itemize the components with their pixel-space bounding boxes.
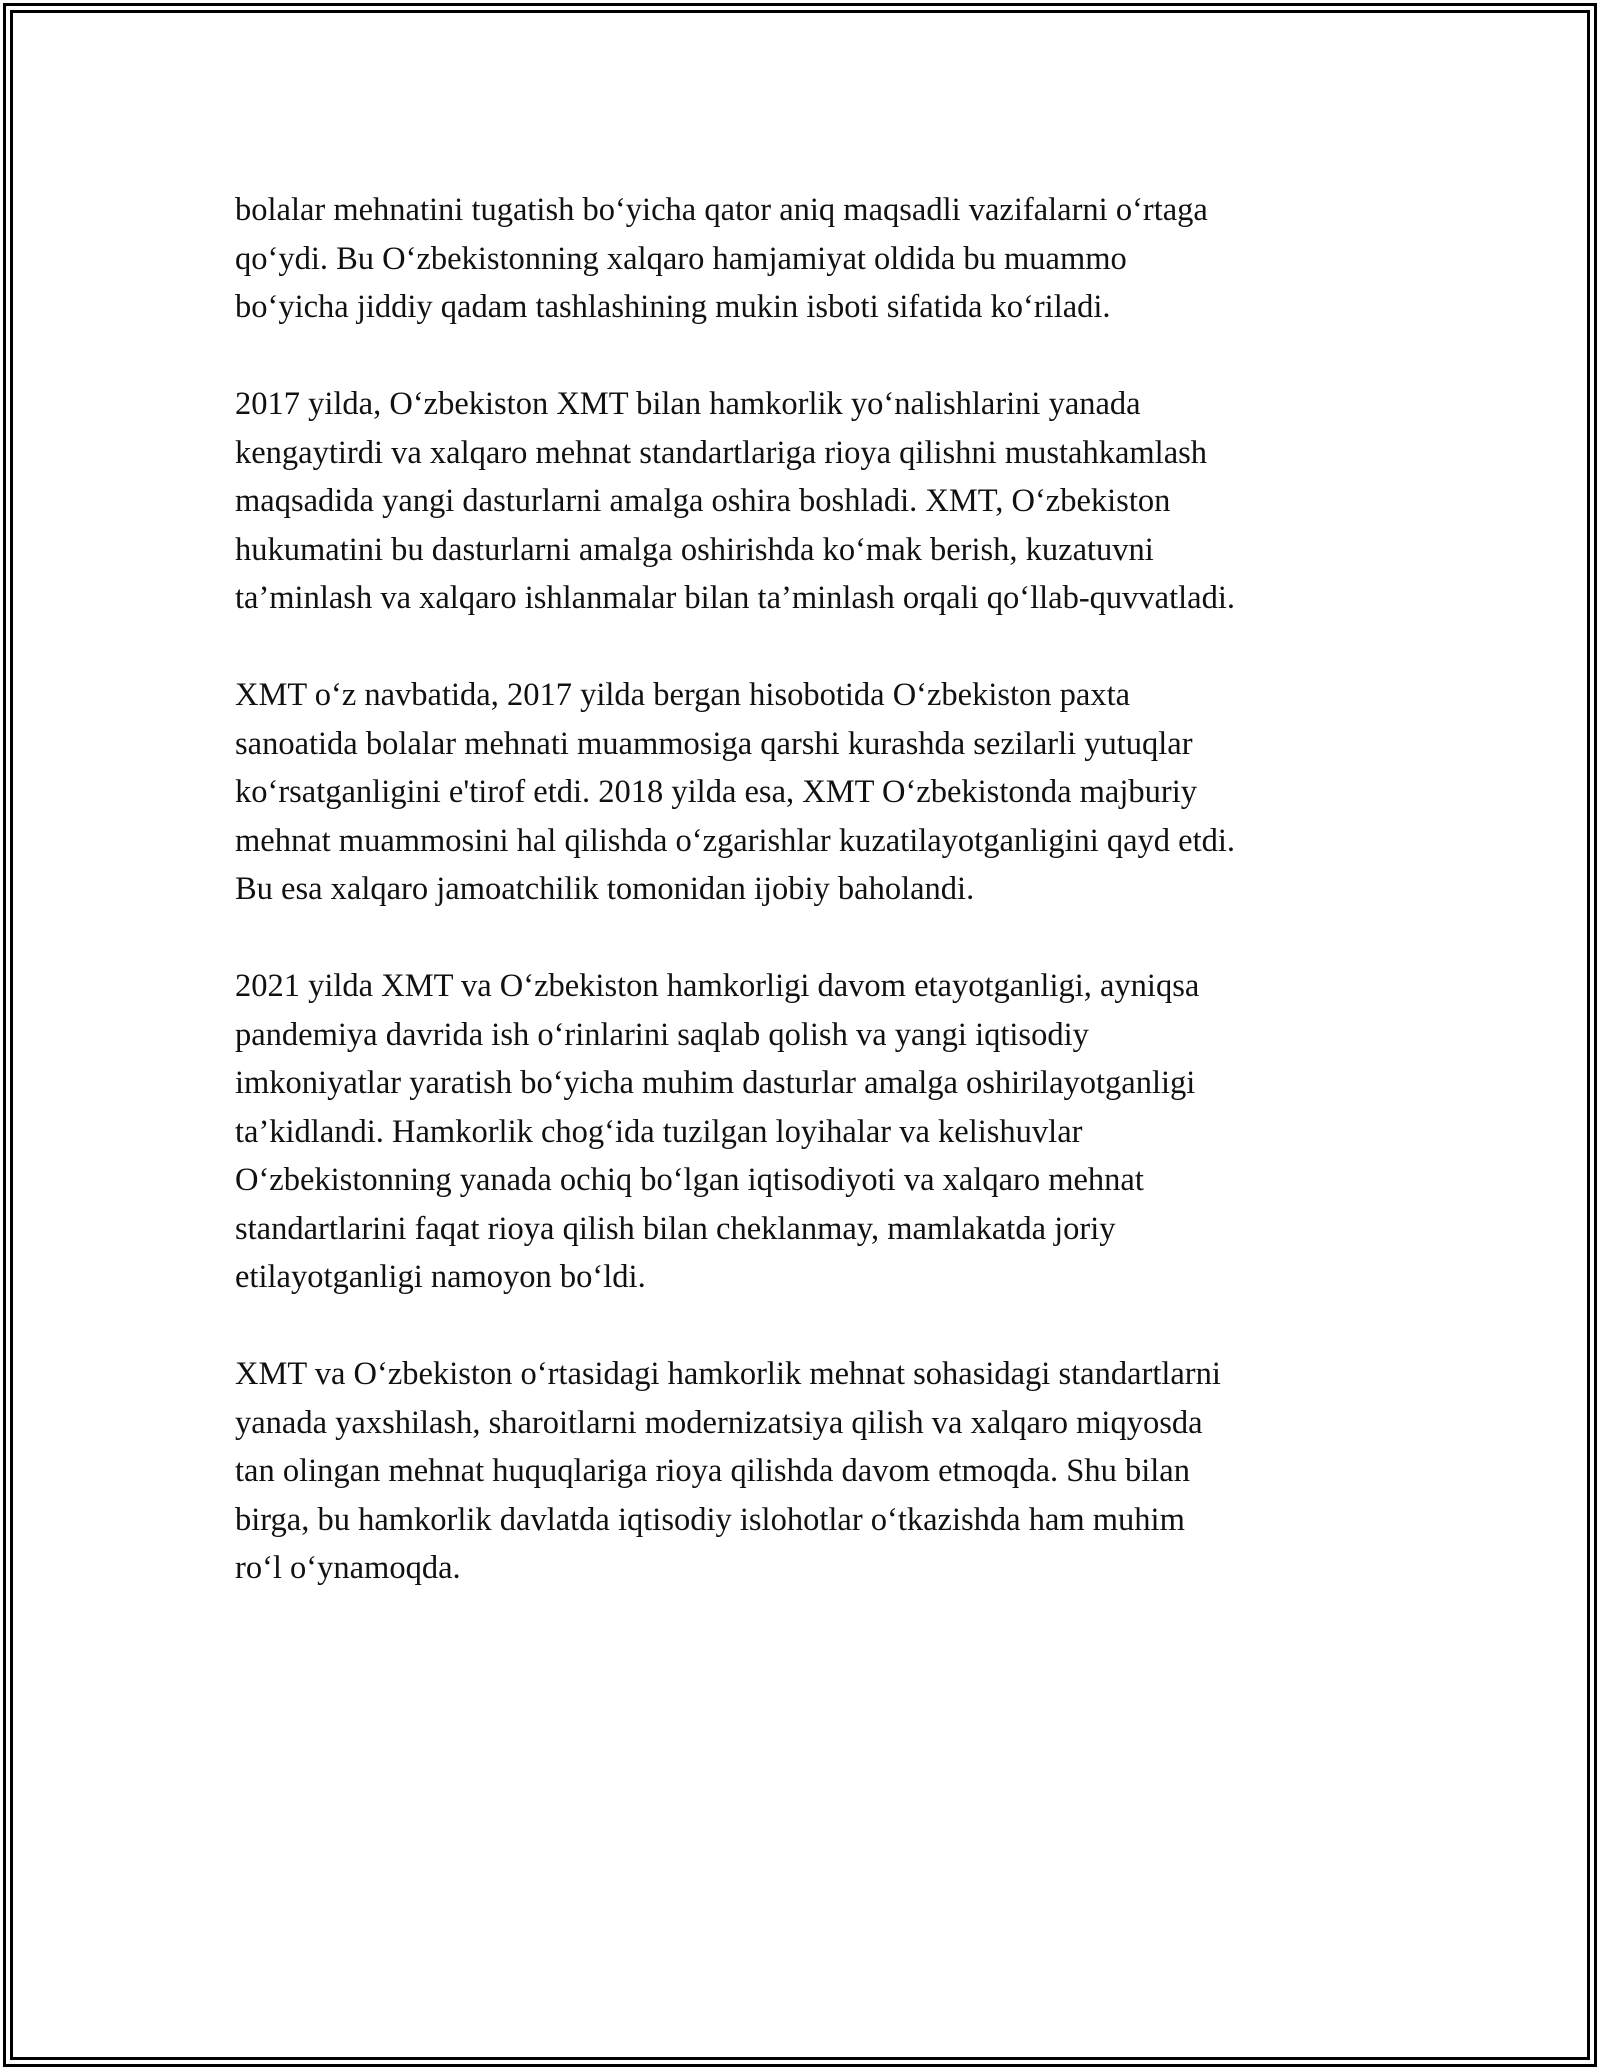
text-line: etilayotganligi namoyon bo‘ldi. (235, 1259, 646, 1295)
text-line: ta’kidlandi. Hamkorlik chog‘ida tuzilgan loyihalar va kelishuvlar (235, 1113, 1083, 1150)
text-line: bo‘yicha jiddiy qadam tashlashining mukin isboti sifatida ko‘riladi. (235, 289, 1111, 325)
text-line: tan olingan mehnat huquqlariga rioya qilishda davom etmoqda. Shu bilan (235, 1453, 1190, 1489)
text-line: ta’minlash va xalqaro ishlanmalar bilan ta’minlash orqali qo‘llab-quvvatladi. (235, 580, 1235, 616)
text-line: pandemiya davrida ish o‘rinlarini saqlab qolish va yangi iqtisodiy (235, 1016, 1089, 1053)
text-line: sanoatida bolalar mehnati muammosiga qarshi kurashda sezilarli yutuqlar (235, 725, 1193, 762)
text-line: yanada yaxshilash, sharoitlarni modernizatsiya qilish va xalqaro miqyosda (235, 1404, 1203, 1441)
text-line: XMT va O‘zbekiston o‘rtasidagi hamkorlik mehnat sohasidagi standartlarni (235, 1356, 1221, 1392)
text-line: ro‘l o‘ynamoqda. (235, 1550, 461, 1586)
text-line: kengaytirdi va xalqaro mehnat standartlariga rioya qilishni mustahkamlash (235, 434, 1208, 471)
document-body (235, 186, 1385, 1641)
text-line: maqsadida yangi dasturlarni amalga oshira boshladi. XMT, O‘zbekiston (235, 483, 1171, 519)
paragraph-2021-cooperation (235, 962, 1385, 1302)
paragraph-xmt-reports (235, 671, 1385, 914)
text-line: imkoniyatlar yaratish bo‘yicha muhim dasturlar amalga oshirilayotganligi (235, 1065, 1196, 1101)
text-line: XMT o‘z navbatida, 2017 yilda bergan hisobotida O‘zbekiston paxta (235, 677, 1131, 713)
text-line: qo‘ydi. Bu O‘zbekistonning xalqaro hamjamiyat oldida bu muammo (235, 240, 1127, 277)
text-line: O‘zbekistonning yanada ochiq bo‘lgan iqtisodiyoti va xalqaro mehnat (235, 1162, 1144, 1198)
paragraph-ongoing-cooperation (235, 1350, 1385, 1593)
text-line: standartlarini faqat rioya qilish bilan cheklanmay, mamlakatda joriy (235, 1210, 1116, 1247)
text-line: birga, bu hamkorlik davlatda iqtisodiy islohotlar o‘tkazishda ham muhim (235, 1501, 1185, 1538)
text-line: mehnat muammosini hal qilishda o‘zgarishlar kuzatilayotganligini qayd etdi. (235, 822, 1236, 859)
paragraph-2017-cooperation (235, 380, 1385, 623)
text-line: Bu esa xalqaro jamoatchilik tomonidan ijobiy baholandi. (235, 871, 975, 907)
text-line: ko‘rsatganligini e'tirof etdi. 2018 yilda esa, XMT O‘zbekistonda majburiy (235, 774, 1197, 810)
text-line: hukumatini bu dasturlarni amalga oshirishda ko‘mak berish, kuzatuvni (235, 531, 1154, 568)
text-line: bolalar mehnatini tugatish bo‘yicha qator aniq maqsadli vazifalarni o‘rtaga (235, 192, 1208, 228)
text-line: 2017 yilda, O‘zbekiston XMT bilan hamkorlik yo‘nalishlarini yanada (235, 386, 1141, 422)
text-line: 2021 yilda XMT va O‘zbekiston hamkorligi davom etayotganligi, ayniqsa (235, 968, 1200, 1004)
paragraph-child-labor-tasks (235, 186, 1385, 332)
